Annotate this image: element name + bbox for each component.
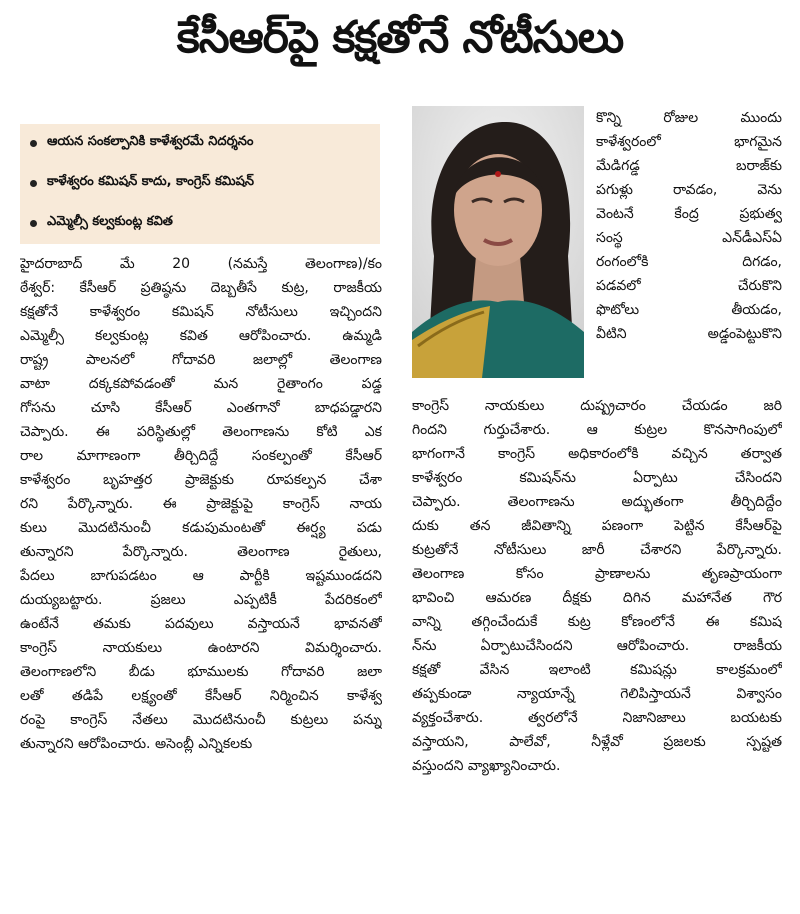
body-line: కాళేశ్వరం బృహత్తర ప్రాజెక్టుకు రూపకల్పన చేశా [20, 472, 382, 488]
body-line: మేడిగడ్డ బరాజ్‌కు [596, 158, 782, 174]
body-line: తెలంగాణలోని బీడు భూములకు గోదావరి జలా [20, 664, 382, 680]
body-line: కక్షతో వేసిన ఇలాంటి కమిషన్లు కాలక్రమంలో [412, 662, 782, 678]
body-line: వాన్ని తగ్గించేందుకే కుట్ర కోణంలోనే ఈ కమిష [412, 614, 782, 630]
highlight-text: ఎమ్మెల్సీ కల్వకుంట్ల కవిత [47, 214, 173, 229]
body-line: కులు మొదటినుంచీ కడుపుమంటతో ఈర్ష్య పడు [20, 520, 382, 536]
body-line: చెప్పారు. తెలంగాణను అద్భుతంగా తీర్చిదిద్దేం [412, 494, 782, 510]
highlight-text: కాళేశ్వరం కమిషన్ కాదు, కాంగ్రెస్ కమిషన్ [47, 174, 255, 189]
body-line: కక్షతోనే కాళేశ్వరం కమిషన్ నోటీసులు ఇచ్చిందని [20, 304, 382, 320]
body-line: కాంగ్రెస్ నాయకులు దుష్ప్రచారం చేయడం జరి [412, 398, 782, 414]
body-line: ఫొటోలు తీయడం, [596, 302, 782, 318]
body-line: చెప్పారు. ఈ పరిస్థితుల్లో తెలంగాణను కోటి ఎక [20, 424, 382, 440]
body-line: వస్తుందని వ్యాఖ్యానించారు. [412, 758, 561, 774]
body-line: ఎమ్మెల్సీ కల్వకుంట్ల కవిత ఆరోపించారు. ఉమ్మడి [20, 328, 382, 344]
portrait-image [412, 106, 584, 378]
body-line: తెలంగాణ కోసం ప్రాణాలను తృణప్రాయంగా [412, 566, 782, 582]
body-line: కొన్ని రోజుల ముందు [596, 110, 782, 126]
body-line: రని పేర్కొన్నారు. ఈ ప్రాజెక్టుపై కాంగ్రెస్ నాయ [20, 496, 382, 512]
body-line: న్‌ను ఏర్పాటుచేసిందని ఆరోపించారు. రాజకీయ [412, 638, 782, 654]
body-line: ఉంటేనే తమకు పదవులు వస్తాయనే భావనతో [20, 616, 382, 632]
body-line: పేదలు బాగుపడటం ఆ పార్టీకి ఇష్టముండదని [20, 568, 382, 584]
body-line: కాళేశ్వరం కమిషన్‌ను ఏర్పాటు చేసిందని [412, 470, 782, 486]
body-line: భావించి ఆమరణ దీక్షకు దిగిన మహానేత గౌర [412, 590, 782, 606]
body-line: రాష్ట్ర పాలనలో గోదావరి జలాల్లో తెలంగాణ [20, 352, 382, 368]
bullet-icon [30, 220, 37, 227]
body-line: వీటిని అడ్డంపెట్టుకొని [596, 326, 782, 342]
body-line: ఠేశ్వర్: కేసీఆర్ ప్రతిష్ఠను దెబ్బతీసే కుట్ర, రాజకీయ [20, 280, 382, 296]
body-line: తున్నారని ఆరోపించారు. అసెంబ్లీ ఎన్నికలకు [20, 736, 253, 752]
body-line: రంగంలోకి దిగడం, [596, 254, 782, 270]
body-line: దుకు తన జీవితాన్ని పణంగా పెట్టిన కేసీఆర్‌పై [412, 518, 782, 534]
headline: కేసీఆర్‌పై కక్షతోనే నోటీసులు [176, 12, 624, 63]
body-line: వస్తాయని, పాలేవో, నీళ్లేవో ప్రజలకు స్పష్టత [412, 734, 782, 750]
article-body-right-column [412, 394, 782, 778]
highlight-item [30, 128, 375, 158]
body-line: తున్నారని పేర్కొన్నారు. తెలంగాణ రైతులు, [20, 544, 382, 560]
body-line: కాంగ్రెస్ నాయకులు ఉంటారని విమర్శించారు. [20, 640, 382, 656]
body-line: దుయ్యబట్టారు. ప్రజలు ఎప్పటికీ పేదరికంలో [20, 592, 382, 608]
body-line: వెంటనే కేంద్ర ప్రభుత్వ [596, 206, 782, 222]
body-line: సంస్థ ఎన్‌డీఎస్‌ఏ [596, 230, 782, 246]
body-line: గిందని గుర్తుచేశారు. ఆ కుట్రల కొనసాగింపులో [412, 422, 782, 438]
portrait-photo [412, 106, 584, 378]
body-line: రంపై కాంగ్రెస్ నేతలు మొదటినుంచీ కుట్రలు పన్ను [20, 712, 382, 728]
body-line: తప్పకుండా న్యాయాన్నే గెలిపిస్తాయనే విశ్వాసం [412, 686, 782, 702]
bullet-icon [30, 180, 37, 187]
body-line: హైదరాబాద్ మే 20 (నమస్తే తెలంగాణ)/కం [20, 256, 382, 272]
highlight-item [30, 168, 375, 198]
body-line: కుట్రతోనే నోటీసులు జారీ చేశారని పేర్కొన్నారు. [412, 542, 782, 558]
highlight-text: ఆయన సంకల్పానికి కాళేశ్వరమే నిదర్శనం [47, 134, 254, 149]
body-line: పడవలో చేరుకొని [596, 278, 782, 294]
body-line: లతో తడిపే లక్ష్యంతో కేసీఆర్ నిర్మించిన కాళేశ్వ [20, 688, 382, 704]
article-body-left-column [20, 252, 382, 756]
body-line: కాళేశ్వరంలో భాగమైన [596, 134, 782, 150]
body-line: వాటా దక్కకపోవడంతో మన రైతాంగం పడ్డ [20, 376, 382, 392]
highlights-box [20, 124, 380, 244]
body-line: భాగంగానే కాంగ్రెస్ అధికారంలోకి వచ్చిన తర్వాత [412, 446, 782, 462]
body-line: పగుళ్లు రావడం, వెను [596, 182, 782, 198]
article-body-right-column-top [596, 106, 782, 346]
body-line: గోసను చూసి కేసీఆర్ ఎంతగానో బాధపడ్డారని [20, 400, 382, 416]
body-line: వ్యక్తంచేశారు. త్వరలోనే నిజానిజాలు బయటకు [412, 710, 782, 726]
body-line: రాల మాగాణంగా తీర్చిదిద్దే సంకల్పంతో కేసీఆర్ [20, 448, 382, 464]
bullet-icon [30, 140, 37, 147]
highlight-item [30, 208, 375, 238]
